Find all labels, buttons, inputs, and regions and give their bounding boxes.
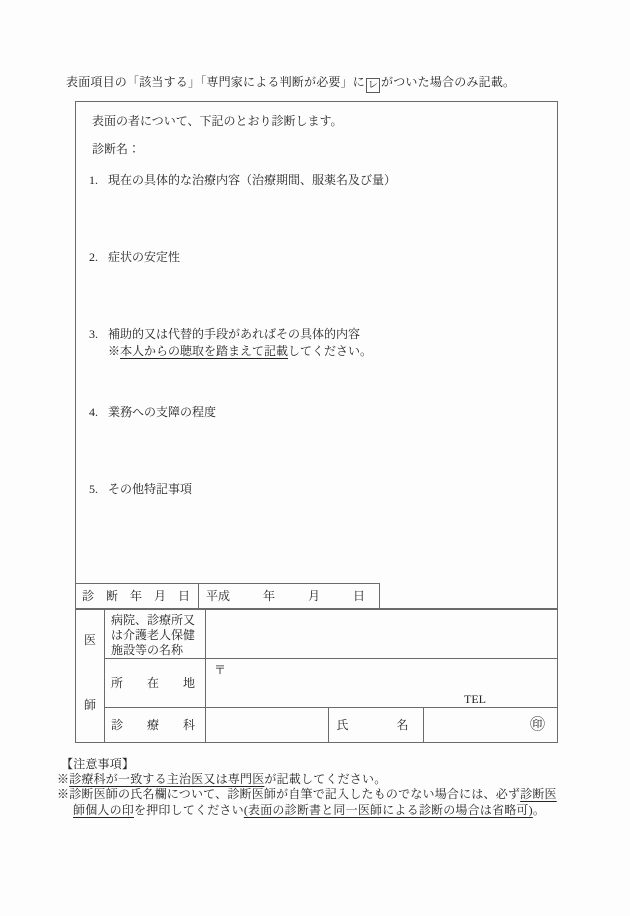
note-2-marker: ※ [57,787,70,802]
postal-mark: 〒 [214,663,227,677]
note-2-line-2-end: 。 [532,802,546,817]
item-1 [89,172,396,189]
seal-mark-icon: ㊞ [529,716,545,733]
address-label: 所 在 地 [105,659,206,707]
note-2-line-1-text: 診断医師の氏名欄について、診断医師が自筆で記入したものでない場合には、必ず [69,787,521,802]
item-3-note [108,343,372,360]
note-2-line-2-underlined-2: (表面の診断書と同一医師による診断の場合は省略可) [243,802,533,817]
note-2-line-1 [57,787,573,802]
note-1-underlined: 診療科が一致する主治医又は専門医 [69,772,265,787]
day-label: 日 [352,589,365,603]
doctor-side-label-bottom: 師 [83,698,96,712]
year-label: 年 [262,589,275,603]
note-2-line-1-underlined: 診断医 [520,787,557,802]
address-value-cell[interactable] [206,659,557,707]
item-5 [89,481,192,498]
item-3 [89,326,360,343]
item-3-text: 補助的又は代替的手段があればその具体的内容 [108,327,361,341]
facility-row [105,610,557,659]
doctor-side-label-top: 医 [83,633,96,647]
tel-label: TEL [464,692,486,706]
item-2 [89,249,180,266]
item-4-text: 業務への支障の程度 [108,405,217,419]
notes-section [57,757,573,818]
era-label: 平成 [206,589,231,603]
intro-text-before: 表面項目の「該当する」「専門家による判断が必要」に [66,75,366,89]
item-4 [89,404,216,421]
note-2-line-2-underlined-1: 師個人の印 [73,802,135,817]
item-3-number: 3. [89,327,98,341]
check-mark-box [366,78,380,93]
diagnosis-name-label[interactable]: 診断名： [92,142,141,156]
item-2-number: 2. [89,250,98,264]
note-1-rest: が記載してください。 [264,772,387,787]
statement-text: 表面の者について、下記のとおり診断します。 [92,114,343,128]
note-1 [57,772,573,787]
item-4-number: 4. [89,405,98,419]
month-label: 月 [307,589,320,603]
facility-value-cell[interactable] [206,610,557,658]
department-label: 診 療 科 [105,708,206,742]
note-2-line-2-text: を押印してください [134,802,244,817]
department-value-cell[interactable] [206,708,329,742]
doctor-name-label: 氏 名 [329,708,424,742]
notes-heading: 【注意事項】 [61,757,135,771]
diagnosis-form-box [75,101,558,609]
doctor-name-value-cell[interactable] [424,708,558,742]
diagnosis-date-row [75,583,380,609]
item-2-text: 症状の安定性 [108,250,181,264]
doctor-info-table [75,609,558,743]
diagnosis-date-label: 診 断 年 月 日 [76,584,199,609]
item-5-number: 5. [89,482,98,496]
item-1-number: 1. [89,173,98,187]
department-name-row [105,708,557,742]
intro-instruction [66,74,515,93]
facility-label: 病院、診療所又は介護老人保健施設等の名称 [105,610,206,658]
check-mark-glyph: レ [367,80,379,91]
diagnosis-date-value-cell[interactable] [199,584,380,609]
intro-text-after: がついた場合のみ記載。 [381,75,516,89]
item-3-note-rest: してください。 [288,344,373,358]
doctor-side-label [76,610,105,742]
note-1-marker: ※ [57,772,70,787]
note-2-line-2 [57,803,573,818]
item-5-text: その他特記事項 [108,482,193,496]
item-1-text: 現在の具体的な治療内容（治療期間、服薬名及び量） [108,173,397,187]
item-3-note-marker: ※ [108,344,121,358]
address-row [105,659,557,708]
item-3-note-underlined: 本人からの聴取を踏まえて記載 [120,344,289,358]
